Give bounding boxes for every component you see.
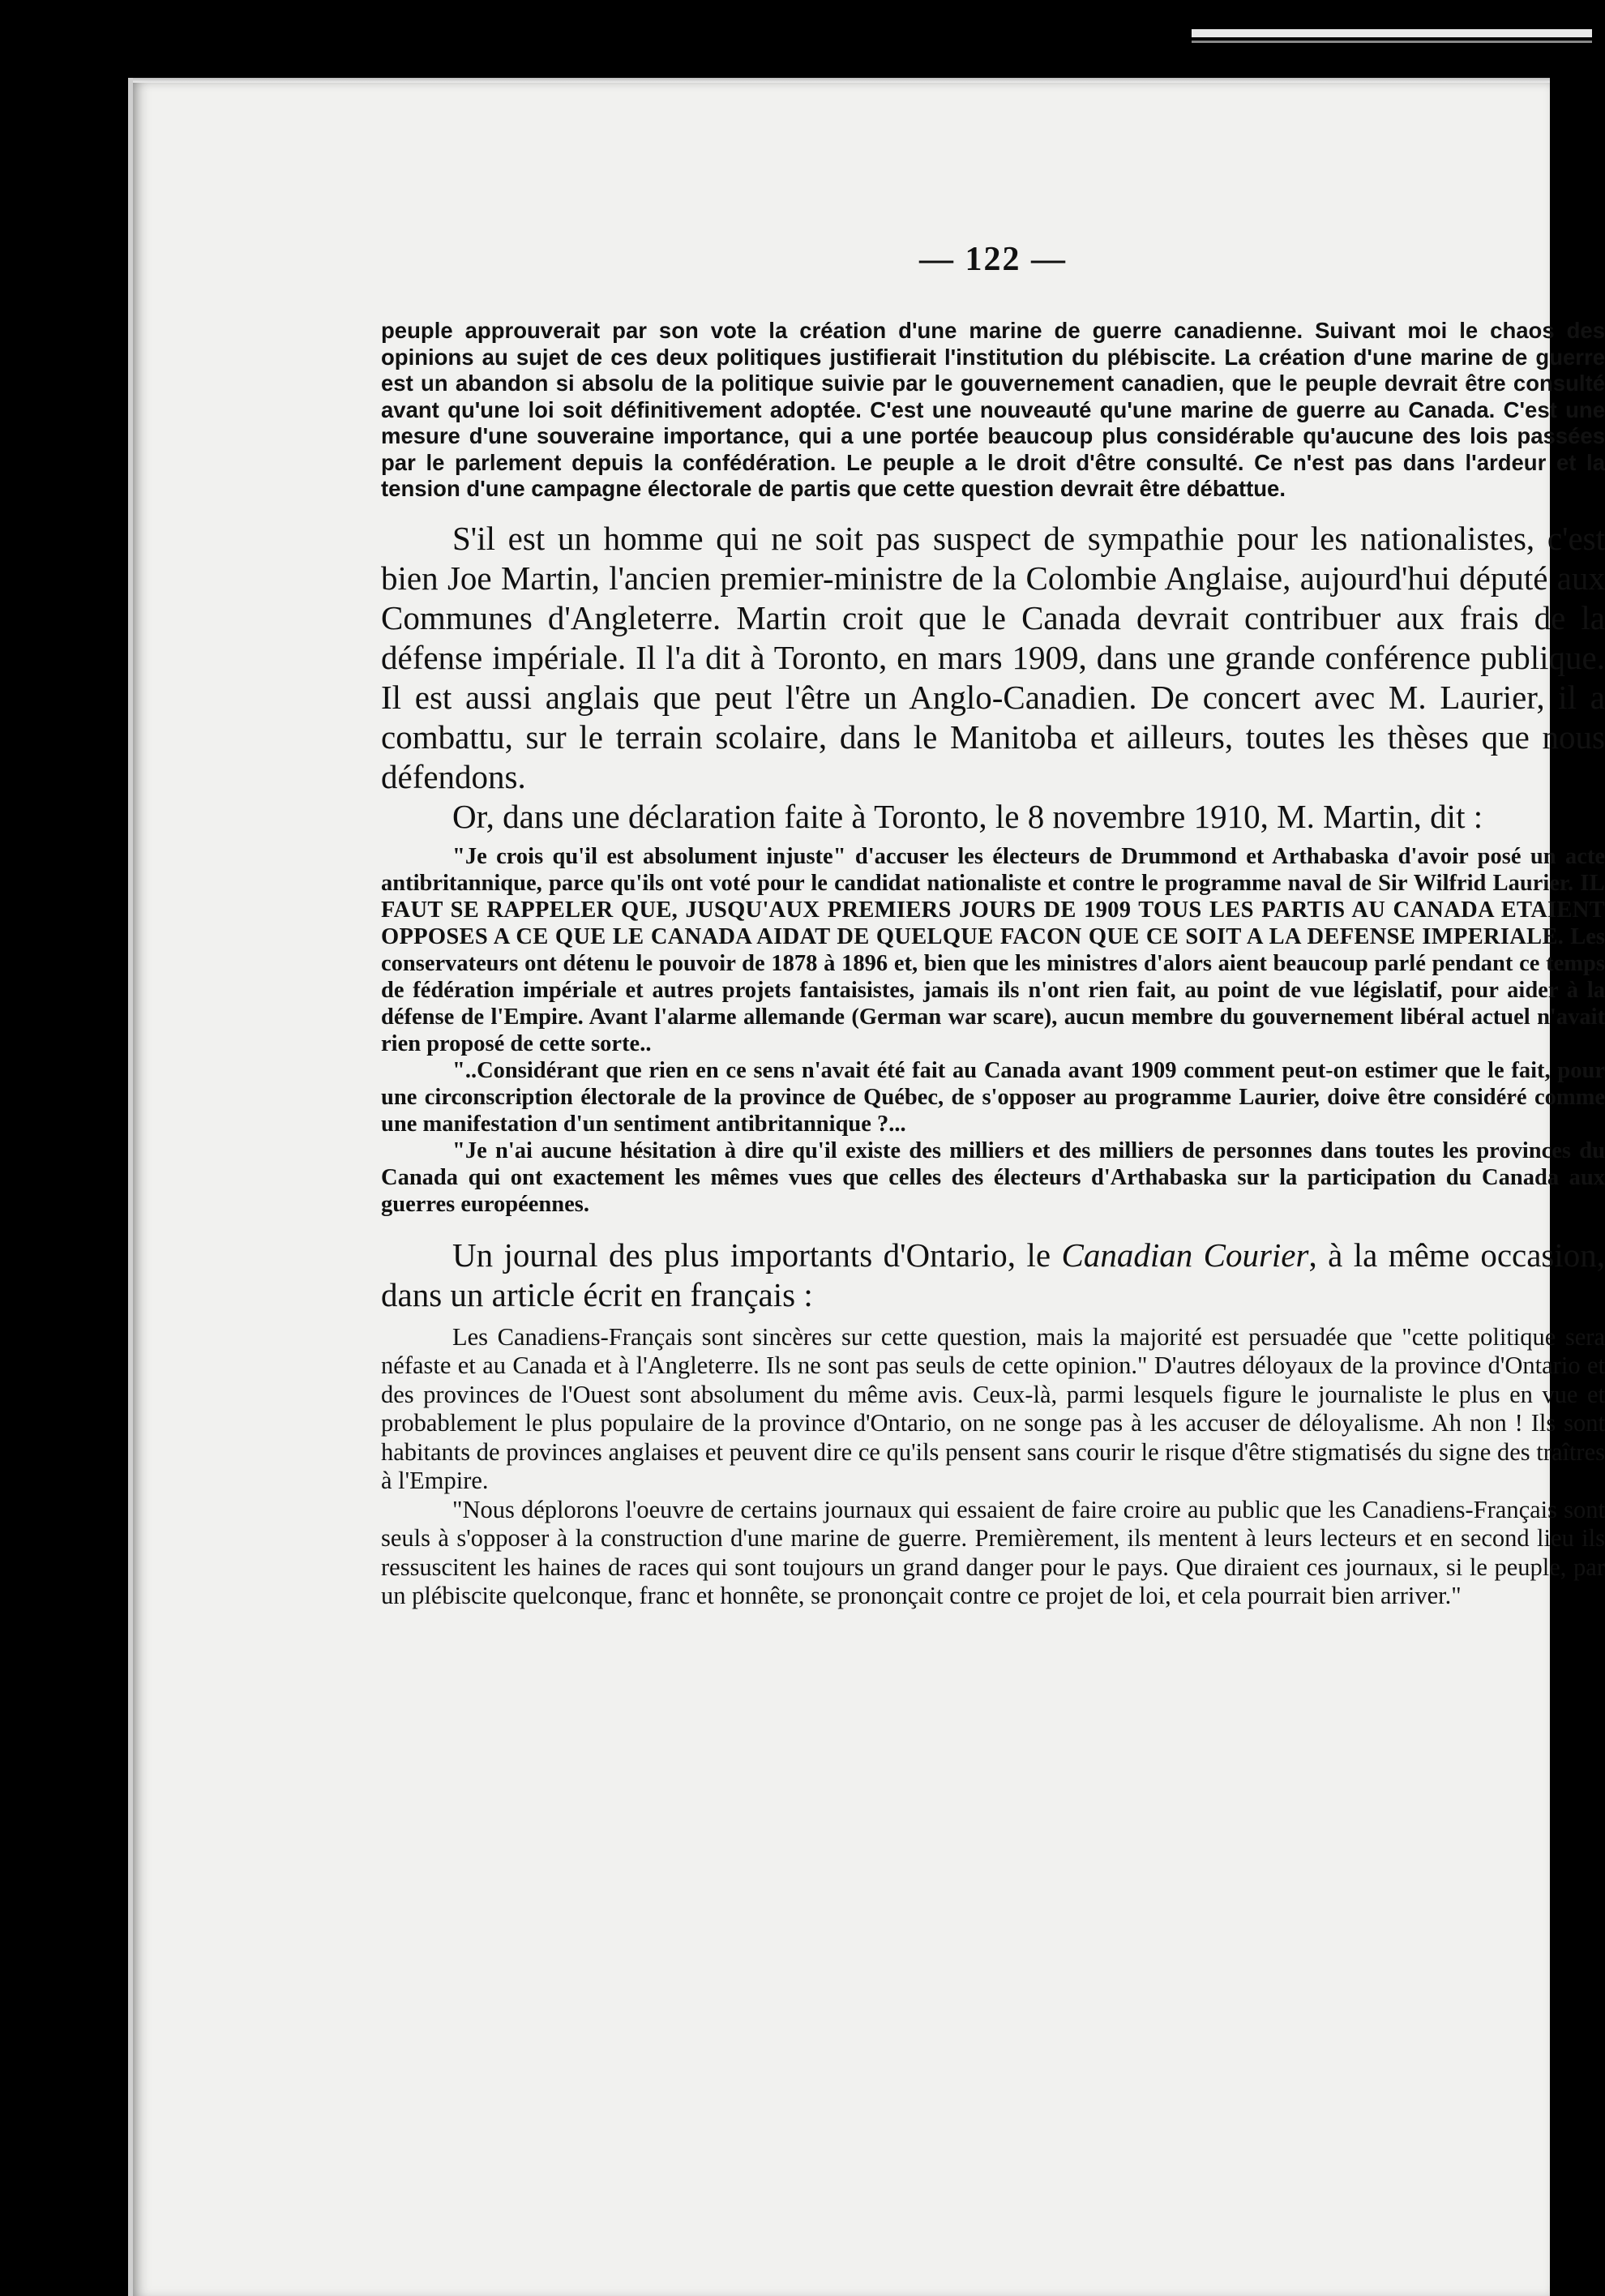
courier-paragraph — [381, 1236, 1605, 1315]
martin-quote-1-caps: IL FAUT SE RAPPELER QUE, JUSQU'AUX PREMIERS JOURS DE 1909 TOUS LES PARTIS AU CANADA ETAIENT OPPOSES A CE QUE LE CANADA AIDAT DE QUELQUE FACON QUE CE SOIT A LA DEFENSE IMPERIALE. — [381, 870, 1605, 949]
martin-paragraph: S'il est un homme qui ne soit pas suspect de sympathie pour les nationalistes, c'est bien Joe Martin, l'ancien premier-ministre de la Colombie Anglaise, aujourd'hui député aux Communes d'Angleterre. Martin croit que le Canada devrait contribuer aux frais de la défense impériale. Il l'a dit à Toronto, en mars 1909, dans une grande conférence publique. Il est aussi anglais que peut l'être un Anglo-Canadien. De concert avec M. Laurier, il a combattu, sur le terrain scolaire, dans le Manitoba et ailleurs, toutes les thèses que nous défendons. — [381, 519, 1605, 795]
martin-quote-block — [381, 843, 1605, 1218]
courier-quote-block — [381, 1323, 1605, 1611]
courier-paragraph-a: Un journal des plus importants d'Ontario, le — [452, 1236, 1051, 1274]
page-text — [381, 240, 1605, 1611]
courier-paragraph-b: , à la même occasion, dans un article écrit en français : — [381, 1236, 1605, 1313]
martin-quote-1-a: "Je crois qu'il est absolument injuste" d'accuser les électeurs de Drummond et Arthabaska d'avoir posé un acte antibritannique, parce qu'ils ont voté pour le candidat nationaliste et contre le programme naval de Sir Wilfrid Laurier. — [381, 843, 1605, 896]
martin-quote-3: "Je n'ai aucune hésitation à dire qu'il existe des milliers et des milliers de personnes dans toutes les provinces du Canada qui ont exactement les mêmes vues que celles des électeurs d'Arthabaska sur la participation du Canada aux guerres européennes. — [381, 1137, 1605, 1217]
book-page — [128, 78, 1605, 2296]
intro-paragraph: peuple approuverait par son vote la création d'une marine de guerre canadienne. Suivant moi le chaos des opinions au sujet de ces deux politiques justifierait l'institution du plébiscite. La création d'une marine de guerre est un abandon si absolu de la politique suivie par le gouvernement canadien, que le peuple devrait être consulté avant qu'une loi soit définitivement adoptée. C'est une nouveauté qu'une marine de guerre au Canada. C'est une mesure d'une souveraine importance, qui a une portée beaucoup plus considérable qu'aucune des lois passées par le parlement depuis la confédération. Le peuple a le droit d'être consulté. Ce n'est pas dans l'ardeur et la tension d'une campagne électorale de partis que cette question devrait être débattue. — [381, 318, 1605, 501]
film-edge-rule-thin — [1192, 41, 1592, 43]
martin-quote-1-b: Les conservateurs ont détenu le pouvoir de 1878 à 1896 et, bien que les ministres d'alors aient beaucoup parlé pendant ce temps de fédération impériale et autres projets fantaisistes, jamais ils n'ont rien fait, au point de vue législatif, pour aider à la défense de l'Empire. Avant l'alarme allemande (German war scare), aucun membre du gouvernement libéral actuel n'avait rien proposé de cette sorte.. — [381, 923, 1605, 1056]
body-block-courier — [381, 1236, 1605, 1315]
intro-paragraph-block — [381, 318, 1605, 503]
courier-quote-1: Les Canadiens-Français sont sincères sur cette question, mais la majorité est persuadée que "cette politique sera néfaste et au Canada et à l'Angleterre. Ils ne sont pas seuls de cette opinion." D'autres déloyaux de la province d'Ontario et des provinces de l'Ouest sont absolument du même avis. Ceux-là, parmi lesquels figure le journaliste le plus en vue et probablement le plus populaire de la province d'Ontario, on ne songe pas à les accuser de déloyalisme. Ah non ! Ils sont habitants de provinces anglaises et peuvent dire ce qu'ils pensent sans courir le risque d'être stigmatisés du signe des traîtres à l'Empire. — [381, 1322, 1605, 1494]
martin-quote-1 — [381, 843, 1605, 1057]
declaration-paragraph: Or, dans une déclaration faite à Toronto, le 8 novembre 1910, M. Martin, dit : — [452, 797, 1483, 835]
page-number: — 122 — — [919, 241, 1067, 278]
body-block-martin — [381, 519, 1605, 837]
film-edge-rule — [1192, 29, 1592, 37]
courier-newspaper-title: Canadian Courier — [1061, 1236, 1309, 1274]
martin-quote-2: "..Considérant que rien en ce sens n'avait été fait au Canada avant 1909 comment peut-on estimer que le fait, pour une circonscription électorale de la province de Québec, de s'opposer au programme Laurier, doive être considéré comme une manifestation d'un sentiment antibritannique ?... — [381, 1057, 1605, 1137]
courier-quote-2: "Nous déplorons l'oeuvre de certains journaux qui essaient de faire croire au public que les Canadiens-Français sont seuls à s'opposer à la construction d'une marine de guerre. Premièrement, ils mentent à leurs lecteurs et en second lieu ils ressuscitent les haines de races qui sont toujours un grand danger pour le pays. Que diraient ces journaux, si le peuple, par un plébiscite quelconque, franc et honnête, se prononçait contre ce projet de loi, et cela pourrait bien arriver." — [381, 1495, 1605, 1609]
